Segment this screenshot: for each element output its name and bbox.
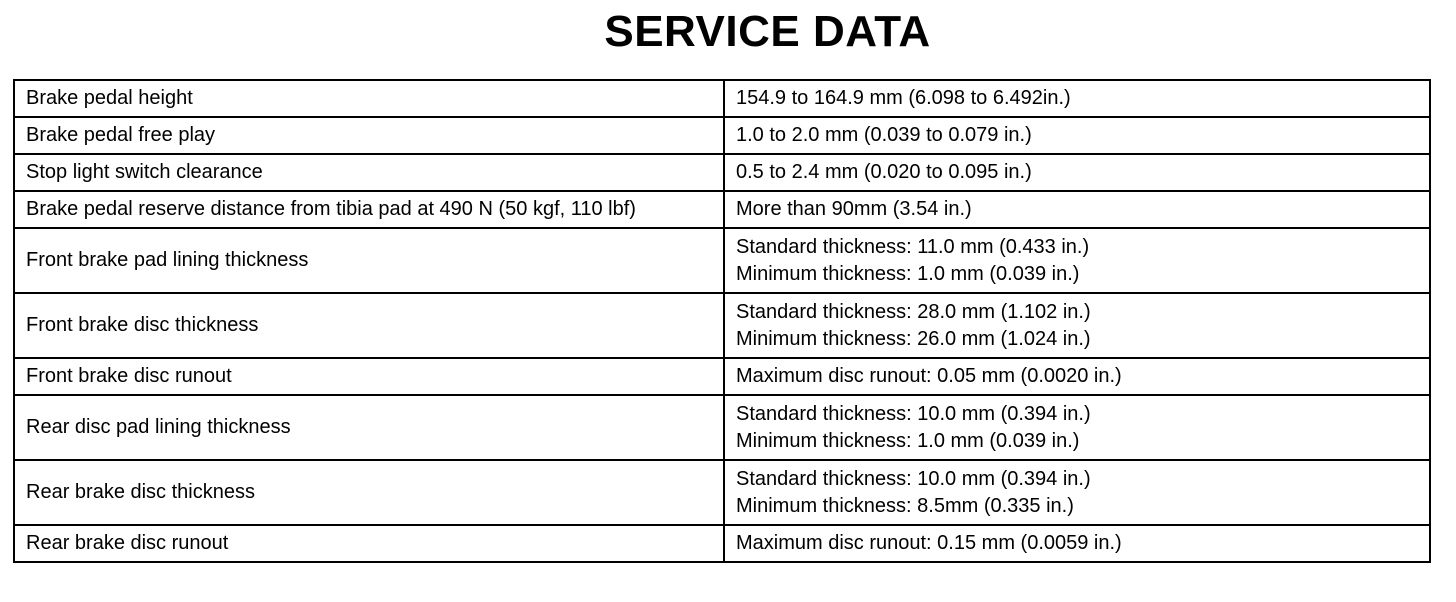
value-line: Standard thickness: 11.0 mm (0.433 in.) (736, 235, 1090, 258)
table-row (14, 191, 1430, 228)
page-title: SERVICE DATA (604, 7, 931, 56)
value-line: Minimum thickness: 8.5mm (0.335 in.) (736, 494, 1074, 517)
value-line: 154.9 to 164.9 mm (6.098 to 6.492in.) (736, 87, 1071, 109)
value-line: Minimum thickness: 26.0 mm (1.024 in.) (736, 327, 1091, 350)
value-line: Standard thickness: 28.0 mm (1.102 in.) (736, 300, 1091, 323)
item-cell: Front brake disc runout (14, 358, 724, 395)
value-cell (724, 117, 1430, 154)
value-line: More than 90mm (3.54 in.) (736, 198, 972, 220)
value-line: Standard thickness: 10.0 mm (0.394 in.) (736, 402, 1091, 425)
table-row (14, 460, 1430, 525)
item-cell: Rear brake disc thickness (14, 460, 724, 525)
item-cell: Rear brake disc runout (14, 525, 724, 562)
value-cell (724, 154, 1430, 191)
table-row (14, 395, 1430, 460)
item-cell: Front brake disc thickness (14, 293, 724, 358)
value-line: Minimum thickness: 1.0 mm (0.039 in.) (736, 262, 1080, 285)
value-cell (724, 395, 1430, 460)
table-row (14, 154, 1430, 191)
value-cell (724, 228, 1430, 293)
value-cell (724, 358, 1430, 395)
item-cell: Brake pedal reserve distance from tibia pad at 490 N (50 kgf, 110 lbf) (14, 191, 724, 228)
table-row (14, 293, 1430, 358)
item-cell: Rear disc pad lining thickness (14, 395, 724, 460)
table-row (14, 358, 1430, 395)
table-row (14, 80, 1430, 117)
service-data-table (13, 79, 1431, 563)
value-line: 1.0 to 2.0 mm (0.039 to 0.079 in.) (736, 124, 1032, 146)
value-line: Standard thickness: 10.0 mm (0.394 in.) (736, 467, 1091, 490)
item-cell: Front brake pad lining thickness (14, 228, 724, 293)
value-line: Minimum thickness: 1.0 mm (0.039 in.) (736, 429, 1080, 452)
value-line: Maximum disc runout: 0.05 mm (0.0020 in.) (736, 365, 1122, 387)
value-cell (724, 525, 1430, 562)
table-row (14, 117, 1430, 154)
value-line: Maximum disc runout: 0.15 mm (0.0059 in.) (736, 532, 1122, 554)
value-cell (724, 460, 1430, 525)
value-line: 0.5 to 2.4 mm (0.020 to 0.095 in.) (736, 161, 1032, 183)
item-cell: Brake pedal height (14, 80, 724, 117)
item-cell: Brake pedal free play (14, 117, 724, 154)
value-cell (724, 191, 1430, 228)
table-row (14, 228, 1430, 293)
item-cell: Stop light switch clearance (14, 154, 724, 191)
value-cell (724, 80, 1430, 117)
table-row (14, 525, 1430, 562)
value-cell (724, 293, 1430, 358)
